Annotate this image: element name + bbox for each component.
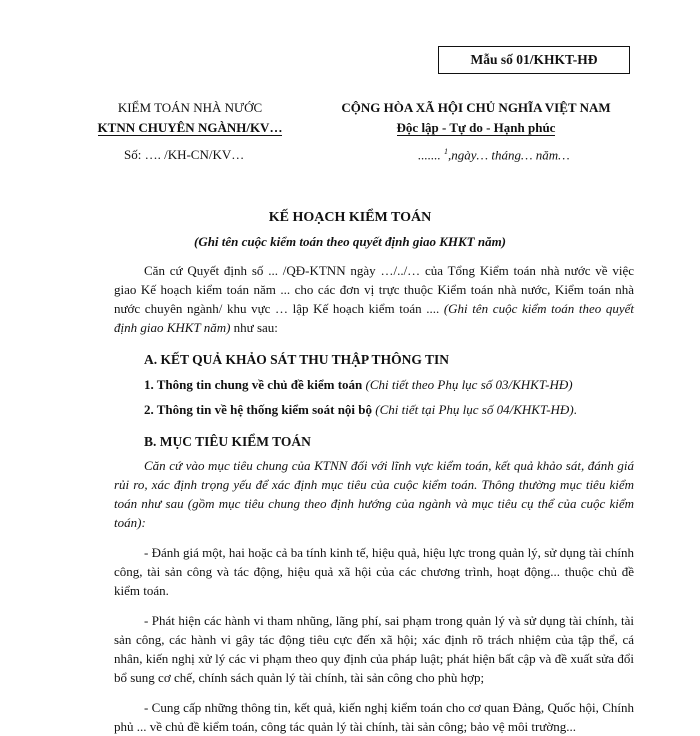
document-number: Số: …. /KH-CN/KV…	[124, 147, 245, 162]
objective-bullet: - Đánh giá một, hai hoặc cả ba tính kinh tế, hiệu quả, hiệu lực trong quản lý, sử dụng tài chính công, tài sản công và tác động, hiệu quả xã hội của các chương trình, hoạt động... thuộc chủ đề kiểm toán.	[114, 545, 634, 598]
section-b-heading: B. MỤC TIÊU KIỂM TOÁN	[144, 434, 311, 449]
item-2-note: (Chi tiết tại Phụ lục số 04/KHKT-HĐ)	[372, 402, 574, 417]
item-1-title: 1. Thông tin chung về chủ đề kiểm toán	[144, 377, 363, 392]
document-date	[418, 147, 570, 163]
motto-text: Độc lập - Tự do - Hạnh phúc	[397, 118, 556, 138]
motto	[318, 118, 634, 138]
section-a-item-1	[144, 375, 634, 394]
date-prefix: .......	[418, 147, 444, 163]
agency-unit	[80, 118, 300, 138]
country-name: CỘNG HÒA XÃ HỘI CHỦ NGHĨA VIỆT NAM	[341, 100, 611, 115]
document-title: KẾ HOẠCH KIỂM TOÁN	[268, 210, 432, 225]
intro-end: như sau:	[230, 320, 278, 335]
document-body	[114, 261, 634, 736]
item-1-note: (Chi tiết theo Phụ lục số 03/KHKT-HĐ)	[362, 377, 573, 392]
national-header	[318, 98, 634, 138]
intro-italic: (Ghi tên cuộc kiểm toán theo quyết định giao KHKT năm)	[114, 301, 635, 335]
date-text: ,ngày… tháng… năm…	[448, 147, 570, 163]
agency-unit-text: KTNN CHUYÊN NGÀNH/KV…	[98, 118, 283, 138]
objective-bullet: - Cung cấp những thông tin, kết quả, kiến nghị kiểm toán cho cơ quan Đảng, Quốc hội, Chính phủ ... về chủ đề kiểm toán, công tác quản lý tài chính, tài sản công; bảo vệ môi trường...	[114, 700, 634, 734]
section-b-guide: Căn cứ vào mục tiêu chung của KTNN đối với lĩnh vực kiểm toán, kết quả khảo sát, đánh giá rủi ro, xác định trọng yếu để xác định mục tiêu của cuộc kiểm toán. Thông thường mục tiêu kiểm toán như sau (gồm mục tiêu chung theo định hướng của ngành và mục tiêu cụ thể của cuộc kiểm toán):	[114, 458, 634, 530]
intro-text: Căn cứ Quyết định số ... /QĐ-KTNN ngày …/../… của Tổng Kiểm toán nhà nước về việc giao Kế hoạch kiểm toán năm ... cho các đơn vị trực thuộc Kiểm toán nhà nước, Kiểm toán nhà nước chuyên ngành/ khu vực … lập Kế hoạch kiểm toán ....	[114, 263, 634, 316]
document-subtitle: (Ghi tên cuộc kiểm toán theo quyết định giao KHKT năm)	[193, 234, 507, 249]
agency-name: KIỂM TOÁN NHÀ NƯỚC	[117, 100, 263, 115]
item-2-title: 2. Thông tin về hệ thống kiểm soát nội bộ	[144, 402, 373, 417]
section-a-item-2	[144, 400, 634, 419]
intro-paragraph	[114, 261, 634, 337]
objective-bullet: - Phát hiện các hành vi tham nhũng, lãng phí, sai phạm trong quản lý và sử dụng tài chính, tài sản công, các hành vi gây tác động tiêu cực đến xã hội; xác định rõ trách nhiệm của tập thể, cá nhân, kiến nghị xử lý các vi phạm theo quy định của pháp luật; phát hiện bất cập và đề xuất sửa đổi bổ sung cơ chế, chính sách quản lý tài chính, tài sản công cho phù hợp;	[114, 613, 634, 685]
agency-header	[80, 98, 300, 138]
section-a-heading: A. KẾT QUẢ KHẢO SÁT THU THẬP THÔNG TIN	[144, 352, 449, 367]
date-footnote-mark: 1	[444, 147, 448, 156]
form-number-box: Mẫu số 01/KHKT-HĐ	[438, 46, 630, 74]
item-2-end: .	[573, 402, 577, 417]
